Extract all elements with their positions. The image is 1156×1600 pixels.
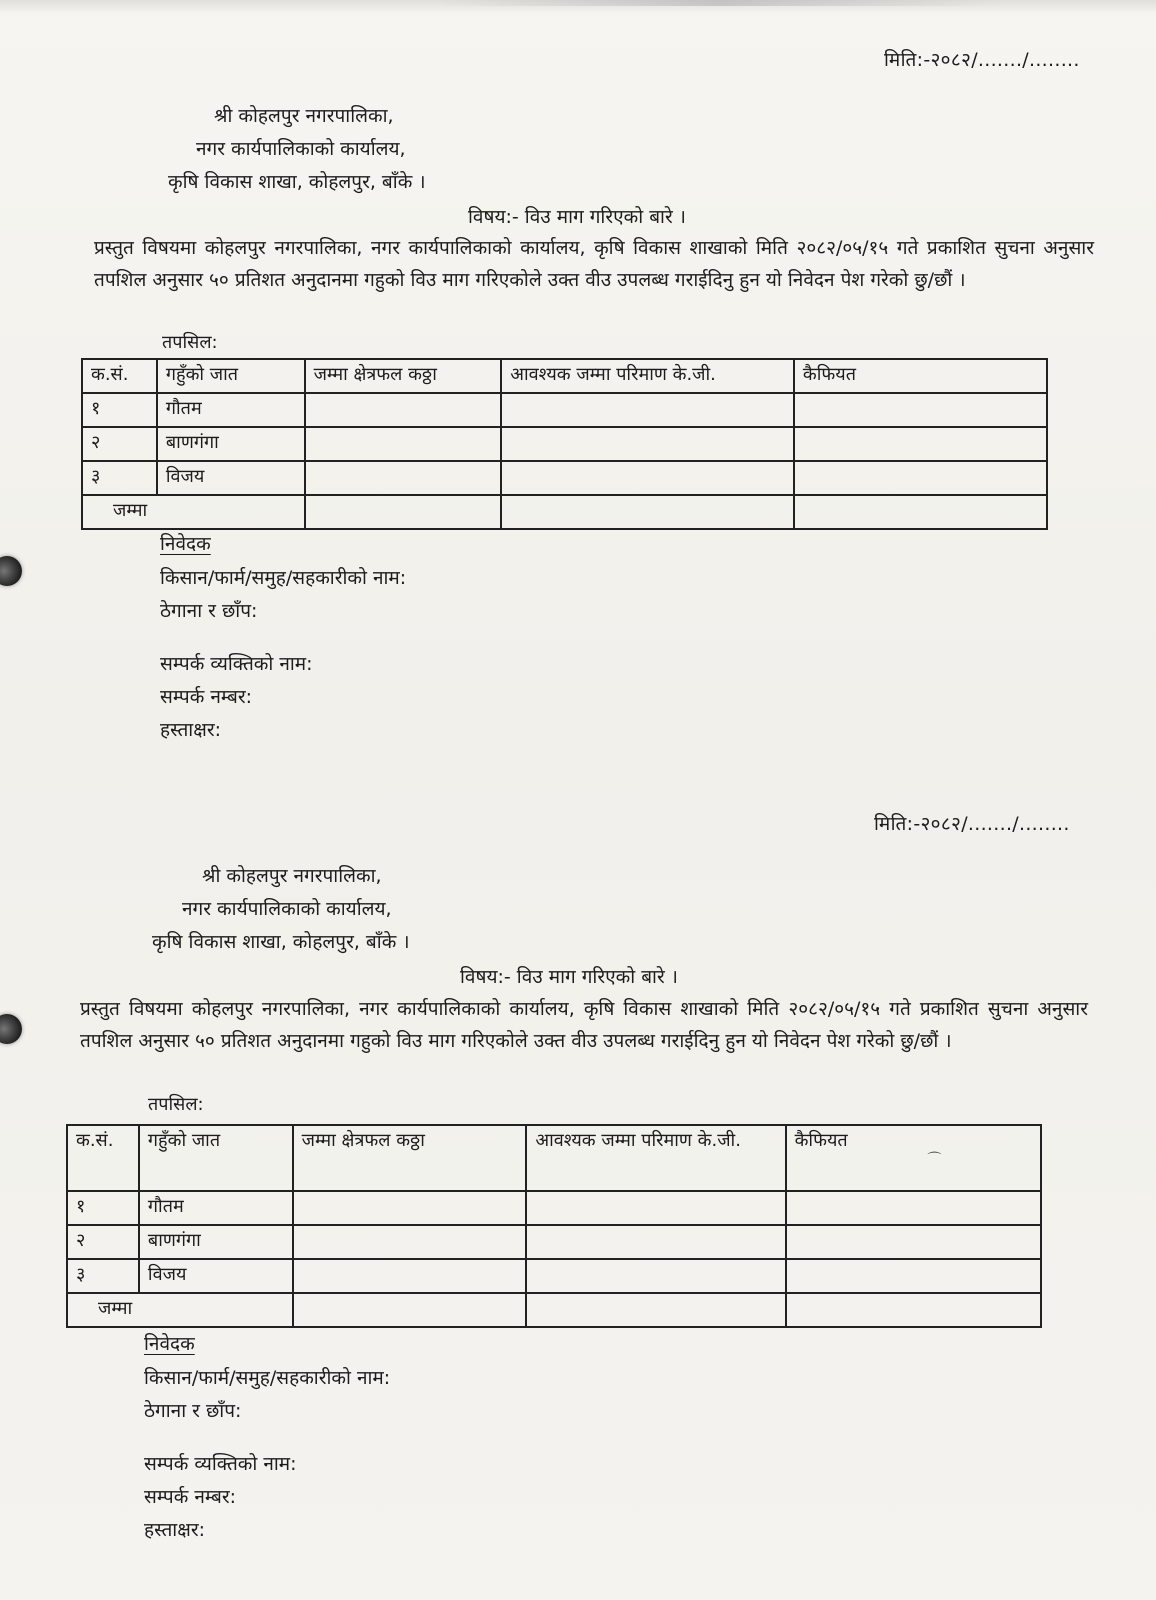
column-header: गहुँको जात <box>139 1125 293 1191</box>
contact-number-field: सम्पर्क नम्बर: <box>144 1486 237 1508</box>
remarks-cell[interactable] <box>794 393 1047 427</box>
total-area-cell[interactable] <box>305 495 502 529</box>
table-row <box>82 461 1047 495</box>
address-line: नगर कार्यपालिकाको कार्यालय, <box>196 138 406 160</box>
remarks-cell[interactable] <box>786 1259 1041 1293</box>
remarks-cell[interactable] <box>786 1225 1041 1259</box>
serial-cell: २ <box>82 427 157 461</box>
total-label: जम्मा <box>82 495 305 529</box>
table-row <box>82 393 1047 427</box>
table-header-row <box>67 1125 1041 1191</box>
address-stamp-field: ठेगाना र छाँप: <box>160 600 258 622</box>
applicant-heading: निवेदक <box>160 533 211 555</box>
pen-mark-icon: ⌒ <box>927 1152 942 1168</box>
applicant-section <box>160 530 406 747</box>
details-label: तपसिल: <box>162 332 218 353</box>
serial-cell: ३ <box>67 1259 139 1293</box>
applicant-section <box>144 1330 390 1547</box>
date-line: मिति:-२०८२/......./........ <box>874 813 1070 835</box>
quantity-cell[interactable] <box>501 461 794 495</box>
variety-cell: विजय <box>157 461 305 495</box>
date-line: मिति:-२०८२/......./........ <box>884 49 1080 71</box>
quantity-cell[interactable] <box>501 427 794 461</box>
table-header-row <box>82 359 1047 393</box>
area-cell[interactable] <box>305 393 502 427</box>
remarks-cell[interactable] <box>794 461 1047 495</box>
address-line: श्री कोहलपुर नगरपालिका, <box>202 865 382 887</box>
serial-cell: २ <box>67 1225 139 1259</box>
seed-demand-table <box>66 1124 1042 1328</box>
column-header: गहुँको जात <box>157 359 305 393</box>
address-line: कृषि विकास शाखा, कोहलपुर, बाँके । <box>168 171 426 193</box>
variety-cell: बाणगंगा <box>157 427 305 461</box>
contact-person-field: सम्पर्क व्यक्तिको नाम: <box>160 653 313 675</box>
serial-cell: १ <box>67 1191 139 1225</box>
variety-cell: गौतम <box>139 1191 293 1225</box>
quantity-cell[interactable] <box>501 393 794 427</box>
variety-cell: विजय <box>139 1259 293 1293</box>
column-header: आवश्यक जम्मा परिमाण के.जी. <box>501 359 794 393</box>
applicant-name-field: किसान/फार्म/समुह/सहकारीको नाम: <box>144 1367 391 1389</box>
address-line: नगर कार्यपालिकाको कार्यालय, <box>182 898 392 920</box>
address-line: श्री कोहलपुर नगरपालिका, <box>214 105 394 127</box>
quantity-cell[interactable] <box>526 1191 785 1225</box>
applicant-name-field: किसान/फार्म/समुह/सहकारीको नाम: <box>160 567 407 589</box>
column-header-text: कैफियत <box>794 1130 848 1151</box>
variety-cell: गौतम <box>157 393 305 427</box>
quantity-cell[interactable] <box>526 1259 785 1293</box>
recipient-address <box>152 860 410 959</box>
column-header: जम्मा क्षेत्रफल कठ्ठा <box>305 359 502 393</box>
table-row <box>67 1225 1041 1259</box>
signature-field: हस्ताक्षर: <box>160 719 222 741</box>
request-body: प्रस्तुत विषयमा कोहलपुर नगरपालिका, नगर कार्यपालिकाको कार्यालय, कृषि विकास शाखाको मिति २०८२/०५/१५ गते प्रकाशित सुचना अनुसार तपशिल अनुसार ५० प्रतिशत अनुदानमा गहुको विउ माग गरिएकोले उक्त वीउ उपलब्ध गराईदिनु हुन यो निवेदन पेश गरेको छु/छौं । <box>94 237 1094 291</box>
request-body: प्रस्तुत विषयमा कोहलपुर नगरपालिका, नगर कार्यपालिकाको कार्यालय, कृषि विकास शाखाको मिति २०८२/०५/१५ गते प्रकाशित सुचना अनुसार तपशिल अनुसार ५० प्रतिशत अनुदानमा गहुको विउ माग गरिएकोले उक्त वीउ उपलब्ध गराईदिनु हुन यो निवेदन पेश गरेको छु/छौं । <box>80 998 1088 1052</box>
column-header: आवश्यक जम्मा परिमाण के.जी. <box>526 1125 785 1191</box>
subject-line: विषय:- विउ माग गरिएको बारे । <box>468 206 686 228</box>
signature-field: हस्ताक्षर: <box>144 1519 206 1541</box>
table-row <box>67 1259 1041 1293</box>
area-cell[interactable] <box>305 427 502 461</box>
table-row <box>67 1191 1041 1225</box>
total-area-cell[interactable] <box>293 1293 527 1327</box>
total-remarks-cell[interactable] <box>786 1293 1041 1327</box>
bleed-through-marks <box>440 0 1000 6</box>
contact-person-field: सम्पर्क व्यक्तिको नाम: <box>144 1453 297 1475</box>
serial-cell: ३ <box>82 461 157 495</box>
area-cell[interactable] <box>293 1225 527 1259</box>
table-total-row <box>67 1293 1041 1327</box>
recipient-address <box>168 100 426 199</box>
variety-cell: बाणगंगा <box>139 1225 293 1259</box>
area-cell[interactable] <box>293 1259 527 1293</box>
remarks-cell[interactable] <box>786 1191 1041 1225</box>
quantity-cell[interactable] <box>526 1225 785 1259</box>
column-header: क.सं. <box>82 359 157 393</box>
total-remarks-cell[interactable] <box>794 495 1047 529</box>
address-stamp-field: ठेगाना र छाँप: <box>144 1400 242 1422</box>
column-header: जम्मा क्षेत्रफल कठ्ठा <box>293 1125 527 1191</box>
address-line: कृषि विकास शाखा, कोहलपुर, बाँके । <box>152 931 410 953</box>
subject-line: विषय:- विउ माग गरिएको बारे । <box>460 966 678 988</box>
details-label: तपसिल: <box>148 1094 204 1115</box>
total-label: जम्मा <box>67 1293 293 1327</box>
table-row <box>82 427 1047 461</box>
table-total-row <box>82 495 1047 529</box>
remarks-cell[interactable] <box>794 427 1047 461</box>
column-header: क.सं. <box>67 1125 139 1191</box>
seed-demand-table <box>81 358 1048 530</box>
total-quantity-cell[interactable] <box>526 1293 785 1327</box>
applicant-heading: निवेदक <box>144 1333 195 1355</box>
area-cell[interactable] <box>293 1191 527 1225</box>
serial-cell: १ <box>82 393 157 427</box>
area-cell[interactable] <box>305 461 502 495</box>
column-header: कैफियत <box>794 359 1047 393</box>
total-quantity-cell[interactable] <box>501 495 794 529</box>
contact-number-field: सम्पर्क नम्बर: <box>160 686 253 708</box>
column-header <box>786 1125 1041 1191</box>
